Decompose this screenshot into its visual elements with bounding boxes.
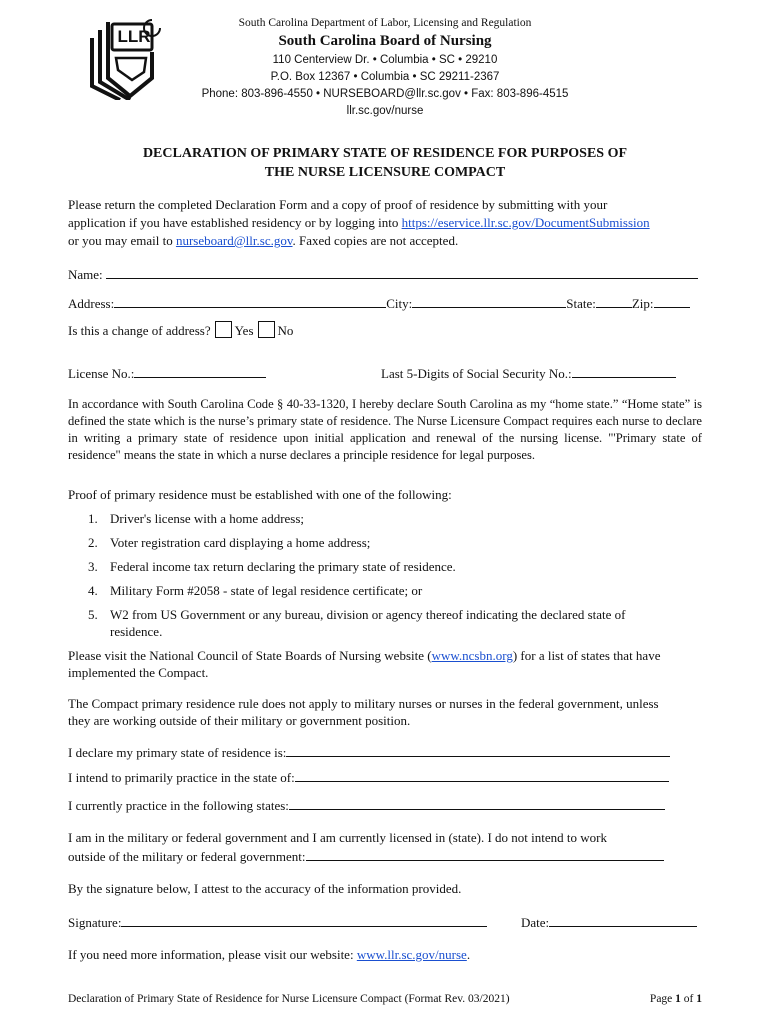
proof-intro: Proof of primary residence must be established with one of the following:: [68, 487, 452, 502]
address-label: Address:: [68, 296, 115, 311]
list-text: Driver's license with a home address;: [110, 511, 305, 526]
department-name: South Carolina Department of Labor, Licensing and Regulation: [238, 17, 532, 29]
nurseboard-email-link[interactable]: nurseboard@llr.sc.gov: [175, 233, 293, 248]
page-prefix: Page: [649, 993, 676, 1005]
date-row: [521, 913, 703, 931]
military-license-line-1: I am in the military or federal government and I am currently licensed in (state). I do not intend to work: [68, 830, 607, 845]
name-label: Name:: [68, 267, 103, 282]
change-address-question: Is this a change of address?: [68, 323, 211, 338]
change-address-row: [68, 321, 702, 339]
list-text: Federal income tax return declaring the primary state of residence.: [110, 559, 456, 574]
list-text: W2 from US Government or any bureau, division or agency thereof indicating the declared state of: [110, 607, 626, 622]
attest-statement: By the signature below, I attest to the accuracy of the information provided.: [68, 881, 462, 896]
list-item: [88, 534, 688, 551]
page-total: 1: [696, 993, 702, 1005]
ssn-label: Last 5-Digits of Social Security No.:: [381, 366, 572, 381]
llr-logo: [88, 18, 168, 100]
current-practice-field[interactable]: [289, 796, 665, 810]
page-of: of: [680, 993, 697, 1005]
list-item: [88, 606, 688, 623]
intend-state-row: [68, 768, 702, 786]
name-row: [68, 265, 702, 283]
no-checkbox[interactable]: [258, 321, 275, 338]
declare-state-label: I declare my primary state of residence is:: [68, 745, 287, 760]
intro-text-2: application if you have established residency or by logging into: [68, 215, 402, 230]
declare-state-row: [68, 743, 702, 761]
list-text: Military Form #2058 - state of legal residence certificate; or: [110, 583, 423, 598]
license-field[interactable]: [134, 364, 266, 378]
state-field[interactable]: [596, 294, 632, 308]
visit-ncsbn-line-1: [68, 647, 702, 664]
current-practice-row: [68, 796, 702, 814]
intro-text-3: or you may email to: [68, 233, 176, 248]
zip-field[interactable]: [654, 294, 690, 308]
board-name: South Carolina Board of Nursing: [278, 33, 492, 49]
military-license-field[interactable]: [306, 847, 664, 861]
home-state-declaration: In accordance with South Carolina Code § 40-33-1320, I hereby declare South Carolina as my “home state.” “Home state” is defined the state which is the nurse’s primary state of residence. The Nurse Licensure Compact requires each nurse to declare in writing a primary state of residence upon initial application and renewal of the nursing license. "'Primary state of residence" means the state in which a nurse declares a principle residence for legal purposes.: [68, 397, 702, 462]
intro-line-3: [68, 232, 702, 249]
document-submission-link[interactable]: https://eservice.llr.sc.gov/DocumentSubmission: [401, 215, 650, 230]
ncsbn-link[interactable]: www.ncsbn.org: [431, 648, 513, 663]
footer-form-name: Declaration of Primary State of Residence for Nurse Licensure Compact (Format Rev. 03/2021): [68, 993, 510, 1005]
signature-field[interactable]: [121, 913, 487, 927]
intro-line-2: [68, 214, 702, 231]
form-title-line-2: THE NURSE LICENSURE COMPACT: [264, 165, 506, 180]
ssn-field[interactable]: [572, 364, 676, 378]
board-website[interactable]: llr.sc.gov/nurse: [346, 105, 424, 117]
date-label: Date:: [521, 915, 550, 930]
military-rule-line-2: they are working outside of their military or government position.: [68, 713, 411, 728]
military-rule-line-1: The Compact primary residence rule does not apply to military nurses or nurses in the federal government, unless: [68, 696, 659, 711]
declare-state-field[interactable]: [286, 743, 670, 757]
logo-text: LLR: [117, 27, 151, 46]
state-label: State:: [566, 296, 596, 311]
visit-text-1: Please visit the National Council of State Boards of Nursing website (: [68, 648, 432, 663]
more-info-text: If you need more information, please visit our website:: [68, 947, 357, 962]
address-row: [68, 294, 702, 312]
more-info-line: [68, 946, 702, 963]
name-field[interactable]: [106, 265, 698, 279]
address-field[interactable]: [114, 294, 386, 308]
list-number: 4.: [88, 583, 98, 598]
military-license-row: [68, 847, 702, 865]
list-item-continued: residence.: [110, 624, 163, 639]
no-label: No: [277, 323, 294, 338]
list-text: Voter registration card displaying a home address;: [110, 535, 371, 550]
military-license-label: outside of the military or federal government:: [68, 849, 306, 864]
board-address-1: 110 Centerview Dr. • Columbia • SC • 29210: [272, 54, 498, 66]
ssn-row: [381, 364, 701, 382]
intro-line-1: Please return the completed Declaration Form and a copy of proof of residence by submitting with your: [68, 197, 608, 212]
current-practice-label: I currently practice in the following states:: [68, 798, 289, 813]
list-number: 2.: [88, 535, 98, 550]
form-title-line-1: DECLARATION OF PRIMARY STATE OF RESIDENCE FOR PURPOSES OF: [142, 146, 628, 161]
list-number: 1.: [88, 511, 98, 526]
footer-page-number: [600, 992, 702, 1006]
yes-label: Yes: [234, 323, 254, 338]
intend-state-field[interactable]: [295, 768, 669, 782]
yes-checkbox[interactable]: [215, 321, 232, 338]
board-address-2: P.O. Box 12367 • Columbia • SC 29211-2367: [270, 71, 500, 83]
list-item: [88, 510, 688, 527]
list-number: 3.: [88, 559, 98, 574]
visit-ncsbn-line-2: implemented the Compact.: [68, 665, 209, 680]
visit-text-2: ) for a list of states that have: [512, 648, 661, 663]
list-item: [88, 558, 688, 575]
list-number: 5.: [88, 607, 98, 622]
city-label: City:: [386, 296, 413, 311]
board-contact: Phone: 803-896-4550 • NURSEBOARD@llr.sc.gov • Fax: 803-896-4515: [201, 88, 569, 100]
more-info-period: .: [466, 947, 471, 962]
intro-text-4: . Faxed copies are not accepted.: [292, 233, 459, 248]
llr-nurse-link[interactable]: www.llr.sc.gov/nurse: [356, 947, 467, 962]
signature-label: Signature:: [68, 915, 122, 930]
license-label: License No.:: [68, 366, 135, 381]
zip-label: Zip:: [631, 296, 654, 311]
list-item: [88, 582, 688, 599]
page-current: 1: [675, 993, 681, 1005]
intend-state-label: I intend to primarily practice in the state of:: [68, 770, 295, 785]
date-field[interactable]: [549, 913, 697, 927]
city-field[interactable]: [412, 294, 566, 308]
